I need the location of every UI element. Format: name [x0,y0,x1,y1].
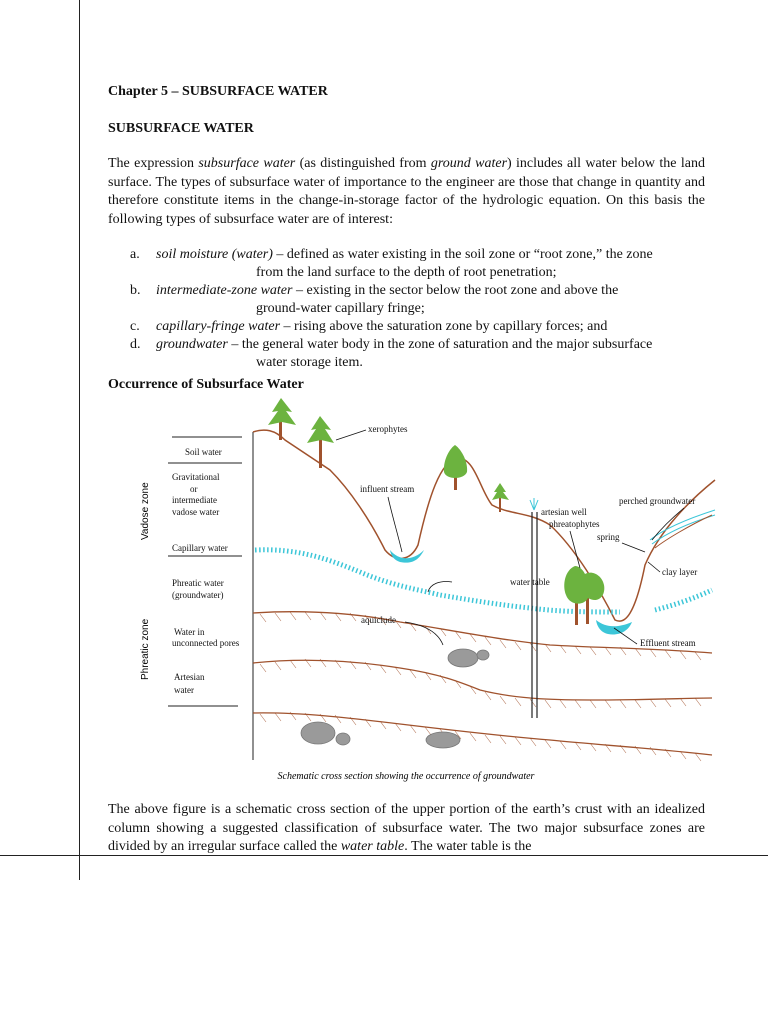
gravitational-label-line: vadose water [172,507,220,517]
aquiclude-label: aquiclude [361,615,396,625]
soil-water-label: Soil water [185,447,222,457]
leader-line [648,562,660,572]
phreatophytes-label: phreatophytes [549,519,600,529]
leader-line [388,497,402,552]
list-item: d. groundwater – the general water body in the zone of saturation and the major subsurface water storage item. [130,337,653,370]
tree-icon [444,445,467,490]
rock [301,722,335,744]
xerophytes-label: xerophytes [368,424,408,434]
phreatic-zone-label: Phreatic zone [140,618,151,680]
artesian-water-label-line: water [174,685,194,695]
spring-label: spring [597,532,620,542]
effluent-stream-water [596,620,632,635]
rock [336,733,350,745]
list-item: a. soil moisture (water) – defined as water existing in the soil zone or “root zone,” the zone from the land surface to the depth of root penetration; [130,247,653,280]
rock [448,649,478,667]
perched-groundwater-label: perched groundwater [619,496,696,506]
confining-layer-line [253,660,712,700]
artesian-well-fountain-icon [530,498,538,510]
ground-surface-line [253,430,715,621]
vadose-zone-label: Vadose zone [140,482,151,540]
gravitational-label-line: Gravitational [172,472,220,482]
gravitational-label-line: intermediate [172,495,217,505]
phreatic-water-label-line: Phreatic water [172,578,224,588]
perched-groundwater [650,510,715,540]
leader-line [336,430,366,440]
effluent-stream-label: Effluent stream [640,638,696,648]
list-item: c. capillary-fringe water – rising above the saturation zone by capillary forces; and [130,319,608,334]
water-table-label: water table [510,577,550,587]
unconnected-pores-label-line: unconnected pores [172,638,240,648]
tree-icon [307,416,334,468]
gravitational-label-line: or [190,484,198,494]
capillary-water-label: Capillary water [172,543,228,553]
tree-icon [268,398,296,440]
influent-stream-label: influent stream [360,484,415,494]
list-item: b. intermediate-zone water – existing in the sector below the root zone and above the ground-water capillary fringe; [130,283,619,316]
rock [426,732,460,748]
rock [477,650,489,660]
unconnected-pores-label-line: Water in [174,627,205,637]
leader-line [622,543,645,552]
phreatophyte-tree-icon [564,566,604,625]
section-title: SUBSURFACE WATER [108,121,254,136]
figure-caption: Schematic cross section showing the occurrence of groundwater [277,771,535,782]
leader-line [428,581,452,592]
figure-explanation-paragraph: The above figure is a schematic cross section of the upper portion of the earth’s crust with an idealized column showing a suggested classification of subsurface water. The two major subsurface zones are divided by an irregular surface called the water table. The water table is the [108,802,705,854]
chapter-title: Chapter 5 – SUBSURFACE WATER [108,84,328,99]
intro-paragraph: The expression subsurface water (as distinguished from ground water) includes all water below the land surface. The types of subsurface water of importance to the engineer are those that change in quantity and therefore constitute items in the change-in-storage factor of the hydrologic equation. On this basis the following types of subsurface water are of interest: [108,156,705,227]
artesian-water-label-line: Artesian [174,672,205,682]
phreatic-water-label-line: (groundwater) [172,590,224,600]
occurrence-heading: Occurrence of Subsurface Water [108,377,304,392]
tree-icon [492,483,509,512]
capillary-fringe [655,590,712,610]
artesian-well-label: artesian well [541,507,587,517]
clay-layer-label: clay layer [662,567,698,577]
